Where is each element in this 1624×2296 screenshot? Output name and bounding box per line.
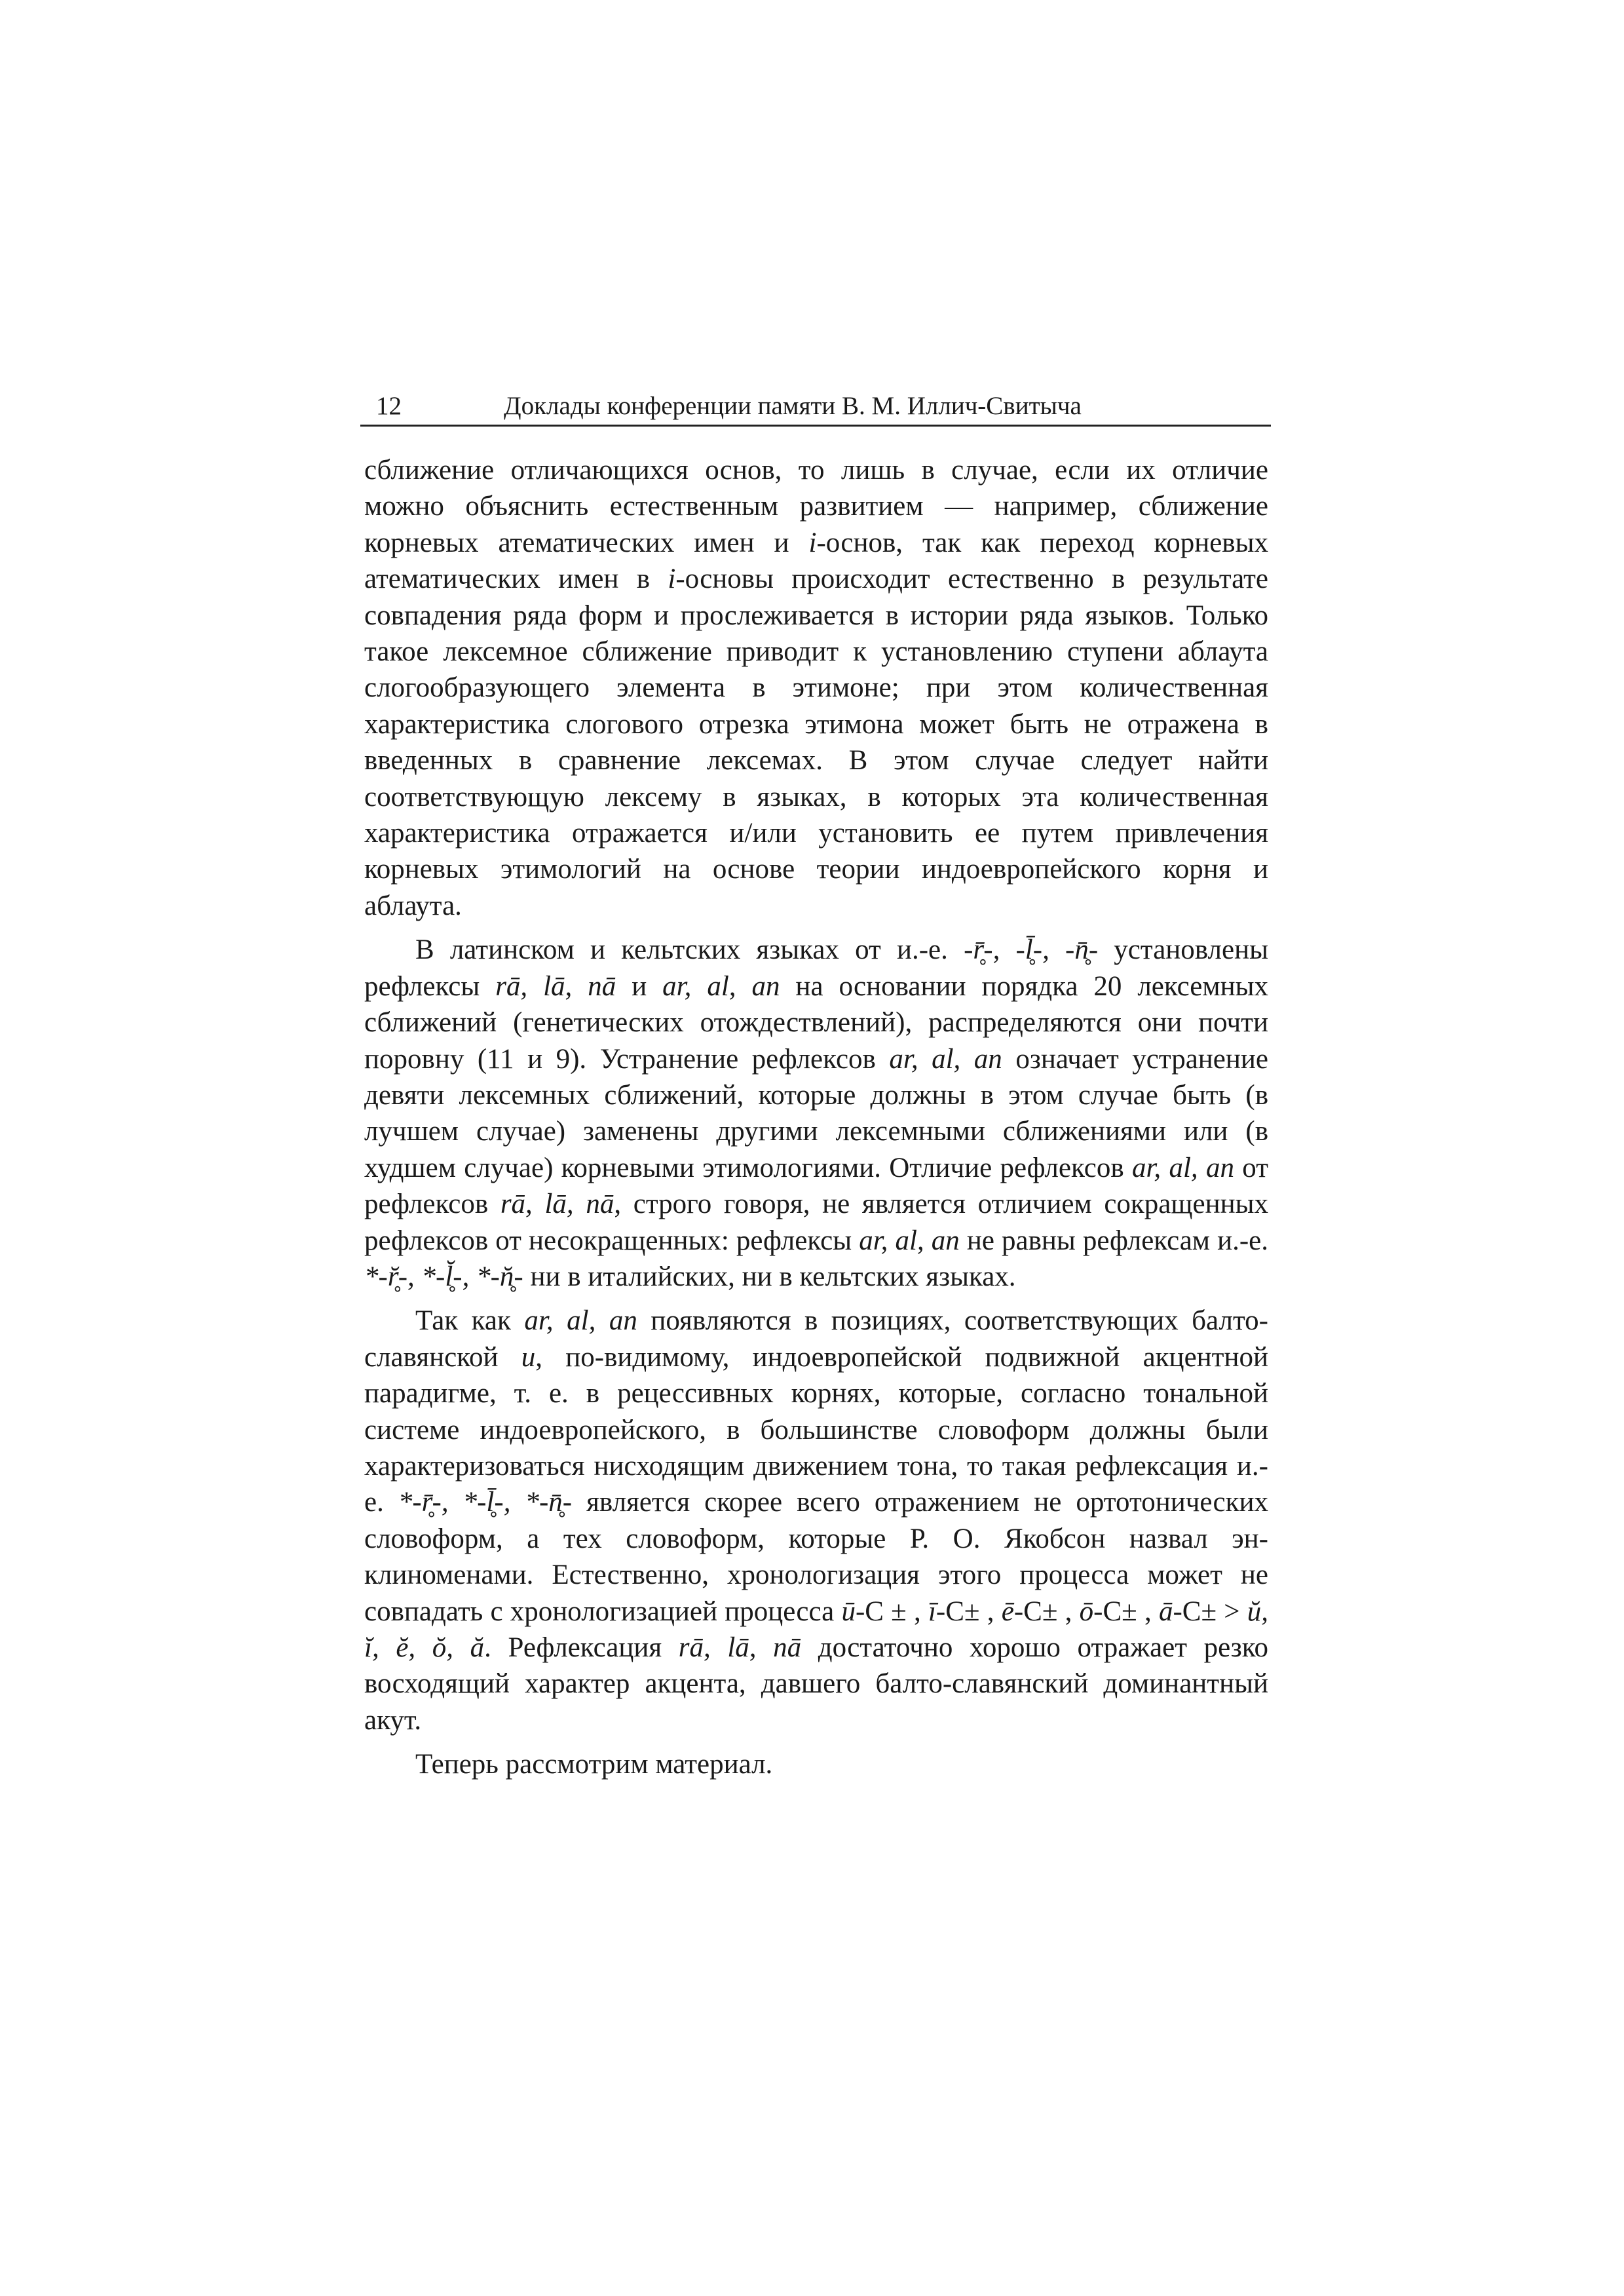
text-run: является скорее всего отражением не ортотонических словоформ, а тех словоформ, которые Р. О. Якобсон назвал энклиноменами. Естественно, хронологизация этого процесса может не совпадать с хронологизацией процесса [364, 1487, 1268, 1627]
italic-text: ar, al, an [524, 1305, 637, 1337]
text-run: -C± , [1093, 1596, 1159, 1627]
text-run: В латинском и кельтских языках от и.-е. [415, 934, 964, 966]
text-run: на основании порядка 20 лексемных сближений (генетических отождествлений), распределяются они почти поровну (11 и 9). Устранение рефлексов [364, 970, 1268, 1075]
text-run: не равны рефлексам и.-е. [959, 1225, 1268, 1256]
italic-text: ar, al, an [859, 1225, 960, 1256]
italic-text: i [808, 527, 817, 558]
text-run: -C ± , [855, 1596, 928, 1627]
text-run: Теперь рассмотрим материал. [415, 1749, 773, 1780]
text-run: от рефлексов [364, 1152, 1269, 1220]
italic-text: *-r̥̄-, *-l̥̄-, *-n̥̄- [398, 1487, 573, 1518]
italic-text: rā, lā, nā [678, 1632, 802, 1663]
text-run: , строго говоря, не является отличием сокращенных рефлексов от несокращенных: рефлексы [364, 1189, 1268, 1256]
italic-text: ē [1001, 1596, 1014, 1627]
italic-text: ar, al, an [889, 1043, 1002, 1075]
text-run: Так как [415, 1305, 525, 1337]
italic-text: rā, lā, nā [500, 1189, 614, 1220]
text-run: появляются в позициях, соответствующих балтославянской [364, 1305, 1268, 1373]
running-title: Доклады конференции памяти В. М. Иллич-Свитыча [504, 392, 1082, 420]
running-head [360, 388, 1271, 427]
text-run: и [616, 970, 663, 1002]
italic-text: ar, al, an [1131, 1152, 1234, 1183]
paragraph [364, 1746, 1268, 1782]
italic-text: rā, lā, nā [495, 970, 616, 1002]
italic-text: ā [1158, 1596, 1173, 1627]
text-run: -C± , [1013, 1596, 1080, 1627]
text-run: -C± , [935, 1596, 1002, 1627]
italic-text: ō [1079, 1596, 1094, 1627]
text-run: установлены рефлексы [364, 934, 1268, 1002]
page-number: 12 [376, 392, 402, 420]
italic-text: ar, al, an [662, 970, 780, 1002]
text-run: -основ, так как переход корневых атематических имен в [364, 527, 1268, 595]
italic-text: ŭ, ĭ, ĕ, ŏ, ă [364, 1596, 1269, 1663]
text-run: означает устранение девяти лексемных сближений, которые должны в этом случае быть (в лучшем случае) заменены другими лексемными сближениями или (в худшем случае) корневыми этимологиями. Отличие рефлексов [364, 1043, 1268, 1183]
text-run: -основы происходит естественно в результате совпадения ряда форм и прослеживается в истории ряда языков. Только такое лексемное сближение приводит к установлению ступени аблаута слогообразующего элемента в этимоне; при этом количественная характеристика слогового отрезка этимона может быть не отражена в введенных в сравнение лексемах. В этом случае следует найти соответствующую лексему в языках, в которых эта количественная характеристика отражается и/или установить ее путем привлечения корневых этимологий на основе теории индоевропейского корня и аблаута. [364, 564, 1268, 921]
text-run: сближение отличающихся основ, то лишь в случае, если их отличие можно объяснить естественным развитием — например, сближение корневых атематических имен и [364, 455, 1268, 558]
italic-text: -r̥̄-, -l̥̄-, -n̥̄- [964, 934, 1099, 966]
paragraph [364, 932, 1268, 1295]
text-run: достаточно хорошо отражает резко восходящий характер акцента, давшего балто-славянский доминантный акут. [364, 1632, 1268, 1736]
text-run: . Рефлексация [484, 1632, 679, 1663]
text-run: -C± > [1173, 1596, 1247, 1627]
italic-text: ū [841, 1596, 856, 1627]
body-text [364, 452, 1268, 1783]
italic-text: ī [928, 1596, 936, 1627]
paragraph [364, 1303, 1268, 1738]
italic-text: и [521, 1341, 536, 1373]
italic-text: *-r̥̆-, *-l̥̆-, *-n̥̆- [364, 1261, 523, 1292]
italic-text: i [668, 564, 676, 595]
text-run: ни в италийских, ни в кельтских языках. [523, 1261, 1016, 1292]
paragraph [364, 452, 1268, 924]
text-run: , по-видимому, индоевропейской подвижной акцентной парадигме, т. е. в рецессивных корнях, которые, согласно тональной системе индоевропейского, в большинстве словоформ должны были характеризоваться нисходящим движением тона, то такая рефлексация и.-е. [364, 1341, 1268, 1518]
